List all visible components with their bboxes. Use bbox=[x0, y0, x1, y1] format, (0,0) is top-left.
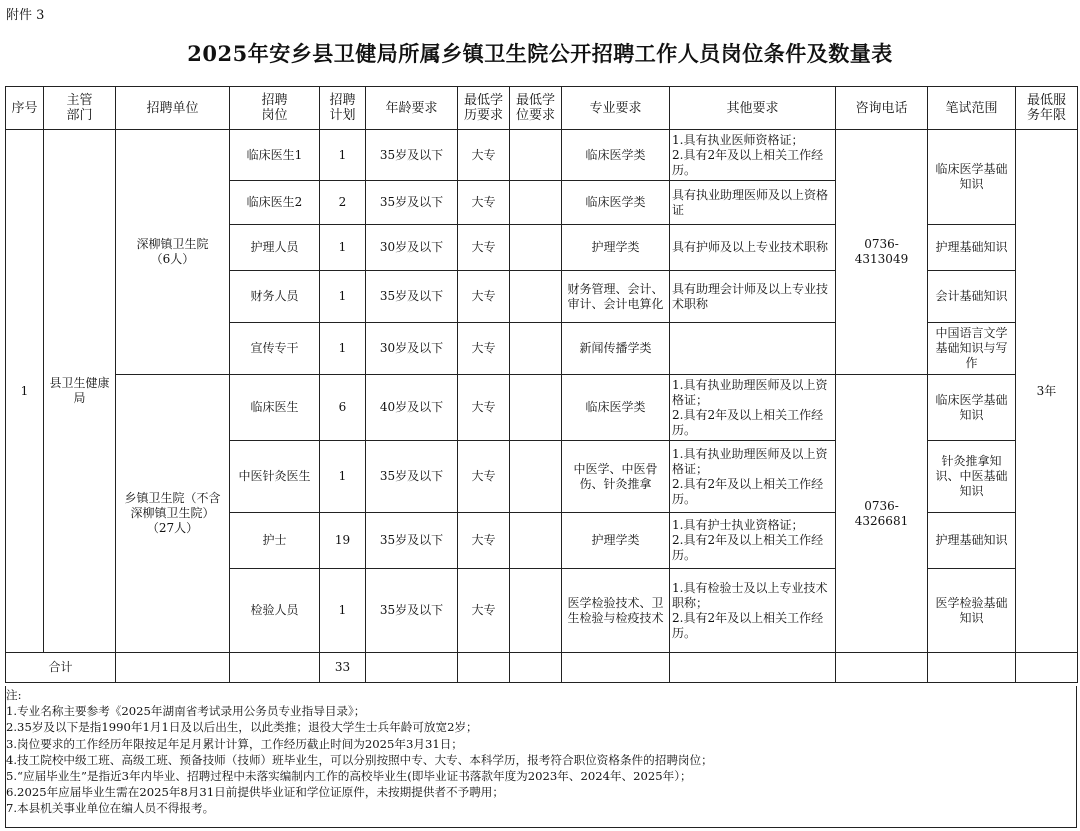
other-req-cell: 1.具有检验士及以上专业技术职称； 2.具有2年及以上相关工作经历。 bbox=[670, 569, 836, 653]
major-cell: 护理学类 bbox=[562, 513, 670, 569]
empty-cell bbox=[928, 653, 1016, 683]
empty-cell bbox=[116, 653, 230, 683]
unit-cell: 乡镇卫生院（不含 深柳镇卫生院） （27人） bbox=[116, 375, 230, 653]
other-req-cell: 1.具有执业助理医师及以上资格证； 2.具有2年及以上相关工作经历。 bbox=[670, 441, 836, 513]
other-req-cell: 具有护师及以上专业技术职称 bbox=[670, 225, 836, 271]
age-cell: 40岁及以下 bbox=[366, 375, 458, 441]
major-cell: 新闻传播学类 bbox=[562, 323, 670, 375]
header-cell: 招聘单位 bbox=[116, 87, 230, 130]
recruitment-table bbox=[5, 86, 1078, 683]
note-line: 6.2025年应届毕业生需在2025年8月31日前提供毕业证和学位证原件，未按期提供者不予聘用； bbox=[6, 785, 504, 800]
post-cell: 护理人员 bbox=[230, 225, 320, 271]
table-row bbox=[6, 375, 1078, 441]
seq-cell: 1 bbox=[6, 130, 44, 653]
total-row bbox=[6, 653, 1078, 683]
age-cell: 30岁及以下 bbox=[366, 323, 458, 375]
plan-cell: 6 bbox=[320, 375, 366, 441]
age-cell: 35岁及以下 bbox=[366, 181, 458, 225]
major-cell: 临床医学类 bbox=[562, 130, 670, 181]
total-label-cell: 合计 bbox=[6, 653, 116, 683]
exam-cell: 临床医学基础知识 bbox=[928, 375, 1016, 441]
degree-cell bbox=[510, 375, 562, 441]
post-cell: 财务人员 bbox=[230, 271, 320, 323]
dept-cell: 县卫生健康局 bbox=[44, 130, 116, 653]
exam-cell: 护理基础知识 bbox=[928, 225, 1016, 271]
note-line: 注: bbox=[6, 688, 22, 702]
header-cell: 招聘 计划 bbox=[320, 87, 366, 130]
degree-cell bbox=[510, 181, 562, 225]
header-cell: 笔试范围 bbox=[928, 87, 1016, 130]
post-cell: 临床医生 bbox=[230, 375, 320, 441]
phone-cell: 0736-4326681 bbox=[836, 375, 928, 653]
header-cell: 主管 部门 bbox=[44, 87, 116, 130]
empty-cell bbox=[562, 653, 670, 683]
degree-cell bbox=[510, 225, 562, 271]
plan-cell: 1 bbox=[320, 271, 366, 323]
major-cell: 临床医学类 bbox=[562, 375, 670, 441]
plan-cell: 2 bbox=[320, 181, 366, 225]
notes-section bbox=[6, 687, 1074, 817]
age-cell: 35岁及以下 bbox=[366, 513, 458, 569]
edu-cell: 大专 bbox=[458, 513, 510, 569]
page-title: 2025年安乡县卫健局所属乡镇卫生院公开招聘工作人员岗位条件及数量表 bbox=[187, 41, 893, 66]
plan-cell: 1 bbox=[320, 130, 366, 181]
header-cell: 招聘 岗位 bbox=[230, 87, 320, 130]
empty-cell bbox=[670, 653, 836, 683]
edu-cell: 大专 bbox=[458, 375, 510, 441]
other-req-cell: 1.具有执业医师资格证； 2.具有2年及以上相关工作经历。 bbox=[670, 130, 836, 181]
degree-cell bbox=[510, 569, 562, 653]
degree-cell bbox=[510, 323, 562, 375]
age-cell: 35岁及以下 bbox=[366, 569, 458, 653]
table-row bbox=[6, 130, 1078, 181]
total-plan-cell: 33 bbox=[320, 653, 366, 683]
plan-cell: 19 bbox=[320, 513, 366, 569]
plan-cell: 1 bbox=[320, 441, 366, 513]
empty-cell bbox=[836, 653, 928, 683]
other-req-cell: 具有助理会计师及以上专业技术职称 bbox=[670, 271, 836, 323]
age-cell: 30岁及以下 bbox=[366, 225, 458, 271]
exam-cell: 医学检验基础知识 bbox=[928, 569, 1016, 653]
major-cell: 医学检验技术、卫生检验与检疫技术 bbox=[562, 569, 670, 653]
service-years-cell: 3年 bbox=[1016, 130, 1078, 653]
age-cell: 35岁及以下 bbox=[366, 441, 458, 513]
post-cell: 检验人员 bbox=[230, 569, 320, 653]
attachment-label: 附件 3 bbox=[6, 8, 45, 23]
edu-cell: 大专 bbox=[458, 130, 510, 181]
edu-cell: 大专 bbox=[458, 323, 510, 375]
other-req-cell: 1.具有护士执业资格证； 2.具有2年及以上相关工作经历。 bbox=[670, 513, 836, 569]
empty-cell bbox=[230, 653, 320, 683]
post-cell: 临床医生2 bbox=[230, 181, 320, 225]
plan-cell: 1 bbox=[320, 569, 366, 653]
header-cell: 序号 bbox=[6, 87, 44, 130]
post-cell: 宣传专干 bbox=[230, 323, 320, 375]
edu-cell: 大专 bbox=[458, 441, 510, 513]
post-cell: 中医针灸医生 bbox=[230, 441, 320, 513]
plan-cell: 1 bbox=[320, 323, 366, 375]
major-cell: 中医学、中医骨伤、针灸推拿 bbox=[562, 441, 670, 513]
major-cell: 临床医学类 bbox=[562, 181, 670, 225]
header-cell: 咨询电话 bbox=[836, 87, 928, 130]
degree-cell bbox=[510, 271, 562, 323]
unit-cell: 深柳镇卫生院 （6人） bbox=[116, 130, 230, 375]
note-line: 3.岗位要求的工作经历年限按足年足月累计计算，工作经历截止时间为2025年3月31日； bbox=[6, 736, 463, 751]
empty-cell bbox=[366, 653, 458, 683]
note-line: 5.“应届毕业生”是指近3年内毕业、招聘过程中未落实编制内工作的高校毕业生(即毕业证书落款年度为2023年、2024年、2025年）； bbox=[6, 769, 692, 784]
phone-cell: 0736-4313049 bbox=[836, 130, 928, 375]
age-cell: 35岁及以下 bbox=[366, 130, 458, 181]
edu-cell: 大专 bbox=[458, 271, 510, 323]
empty-cell bbox=[458, 653, 510, 683]
plan-cell: 1 bbox=[320, 225, 366, 271]
note-line: 1.专业名称主要参考《2025年湖南省考试录用公务员专业指导目录》； bbox=[6, 704, 366, 719]
exam-cell: 中国语言文学基础知识与写作 bbox=[928, 323, 1016, 375]
post-cell: 临床医生1 bbox=[230, 130, 320, 181]
major-cell: 财务管理、会计、审计、会计电算化 bbox=[562, 271, 670, 323]
header-cell: 最低学 历要求 bbox=[458, 87, 510, 130]
note-line: 4.技工院校中级工班、高级工班、预备技师（技师）班毕业生，可以分别按照中专、大专、本科学历，报考符合职位资格条件的招聘岗位； bbox=[6, 752, 713, 767]
header-cell: 专业要求 bbox=[562, 87, 670, 130]
degree-cell bbox=[510, 513, 562, 569]
empty-cell bbox=[1016, 653, 1078, 683]
exam-cell: 针灸推拿知识、中医基础知识 bbox=[928, 441, 1016, 513]
age-cell: 35岁及以下 bbox=[366, 271, 458, 323]
header-cell: 最低服 务年限 bbox=[1016, 87, 1078, 130]
header-cell: 其他要求 bbox=[670, 87, 836, 130]
note-line: 7.本县机关事业单位在编人员不得报考。 bbox=[6, 801, 215, 816]
header-cell: 年龄要求 bbox=[366, 87, 458, 130]
header-cell: 最低学 位要求 bbox=[510, 87, 562, 130]
empty-cell bbox=[510, 653, 562, 683]
edu-cell: 大专 bbox=[458, 181, 510, 225]
other-req-cell bbox=[670, 323, 836, 375]
post-cell: 护士 bbox=[230, 513, 320, 569]
degree-cell bbox=[510, 130, 562, 181]
edu-cell: 大专 bbox=[458, 225, 510, 271]
other-req-cell: 1.具有执业助理医师及以上资格证； 2.具有2年及以上相关工作经历。 bbox=[670, 375, 836, 441]
header-row bbox=[6, 87, 1078, 130]
exam-cell: 会计基础知识 bbox=[928, 271, 1016, 323]
note-line: 2.35岁及以下是指1990年1月1日及以后出生，以此类推；退役大学生士兵年龄可放宽2岁； bbox=[6, 720, 478, 735]
exam-cell: 护理基础知识 bbox=[928, 513, 1016, 569]
degree-cell bbox=[510, 441, 562, 513]
exam-cell: 临床医学基础知识 bbox=[928, 130, 1016, 225]
major-cell: 护理学类 bbox=[562, 225, 670, 271]
edu-cell: 大专 bbox=[458, 569, 510, 653]
other-req-cell: 具有执业助理医师及以上资格证 bbox=[670, 181, 836, 225]
